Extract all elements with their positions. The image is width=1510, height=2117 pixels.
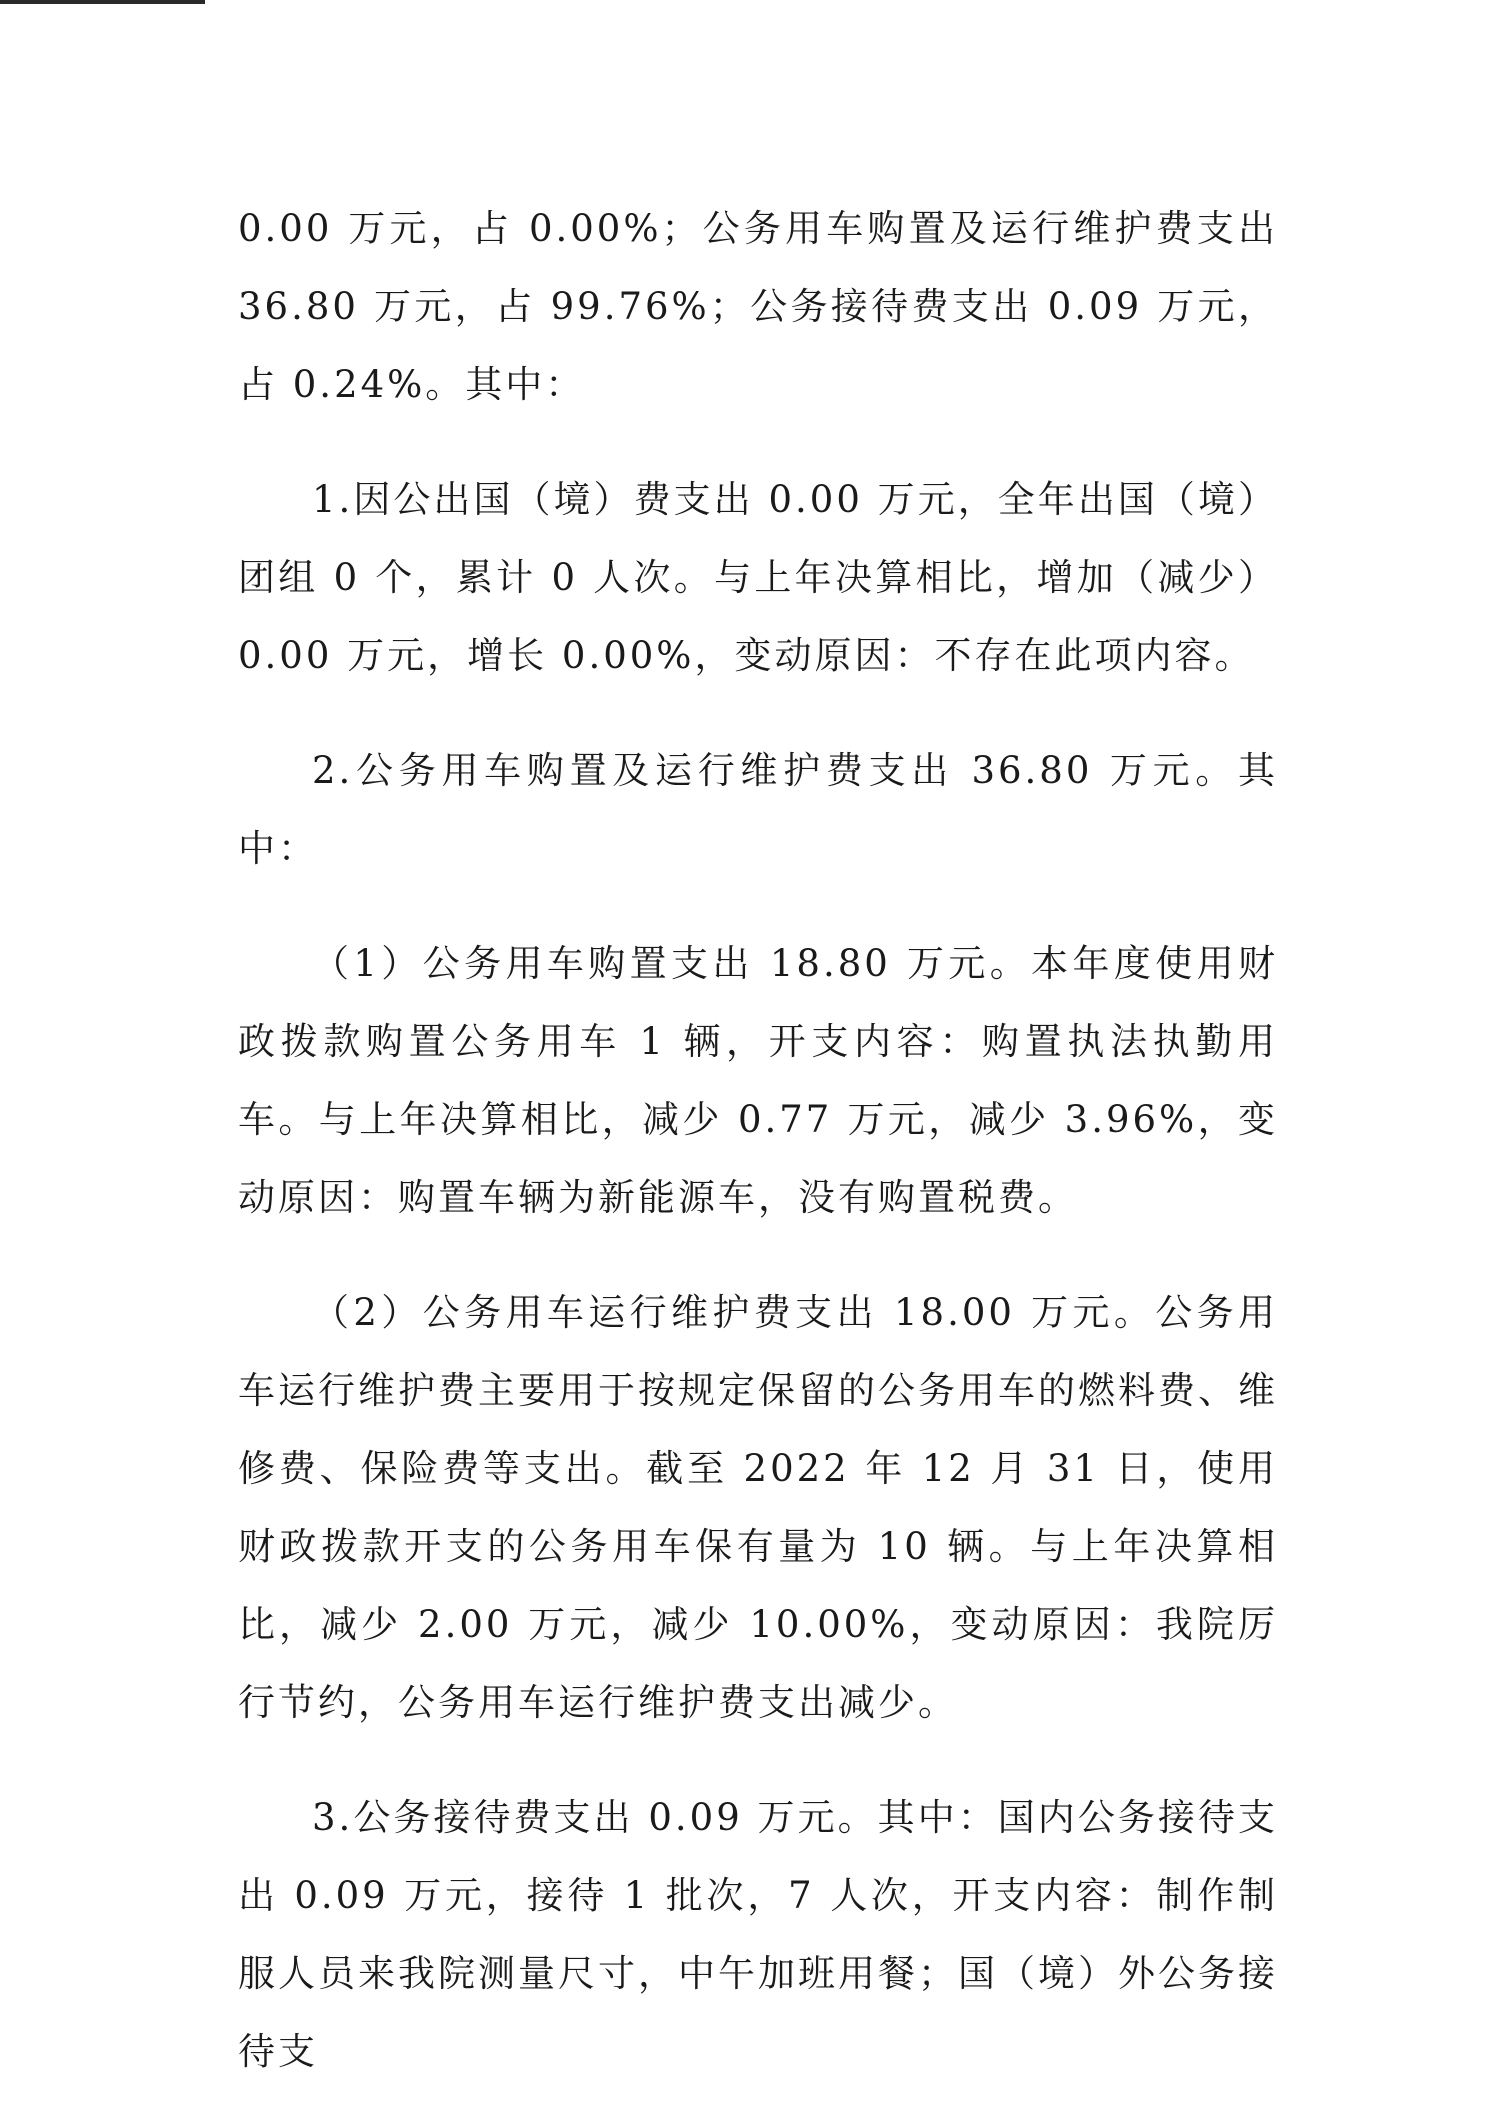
- paragraph-overseas-travel: 1.因公出国（境）费支出 0.00 万元，全年出国（境）团组 0 个，累计 0 人次。与上年决算相比，增加（减少）0.00 万元，增长 0.00%，变动原因：不存在此项内容。: [238, 478, 1278, 677]
- paragraph-vehicle-purchase: （1）公务用车购置支出 18.80 万元。本年度使用财政拨款购置公务用车 1 辆，开支内容：购置执法执勤用车。与上年决算相比，减少 0.77 万元，减少 3.96%，变动原因：购置车辆为新能源车，没有购置税费。: [238, 942, 1278, 1219]
- document-page: [238, 190, 1278, 2091]
- paragraph-vehicle-maintenance: （2）公务用车运行维护费支出 18.00 万元。公务用车运行维护费主要用于按规定保留的公务用车的燃料费、维修费、保险费等支出。截至 2022 年 12 月 31 日，使用财政拨款开支的公务用车保有量为 10 辆。与上年决算相比，减少 2.00 万元，减少 10.00%，变动原因：我院厉行节约，公务用车运行维护费支出减少。: [238, 1291, 1278, 1724]
- paragraph-summary-continuation: 0.00 万元，占 0.00%；公务用车购置及运行维护费支出 36.80 万元，占 99.76%；公务接待费支出 0.09 万元，占 0.24%。其中：: [238, 207, 1278, 406]
- paragraph-reception: 3.公务接待费支出 0.09 万元。其中：国内公务接待支出 0.09 万元，接待 1 批次，7 人次，开支内容：制作制服人员来我院测量尺寸，中午加班用餐；国（境）外公务接待支: [238, 1796, 1278, 2073]
- paragraph-vehicle-total: 2.公务用车购置及运行维护费支出 36.80 万元。其中：: [238, 749, 1278, 870]
- scan-edge-mark: [0, 0, 205, 4]
